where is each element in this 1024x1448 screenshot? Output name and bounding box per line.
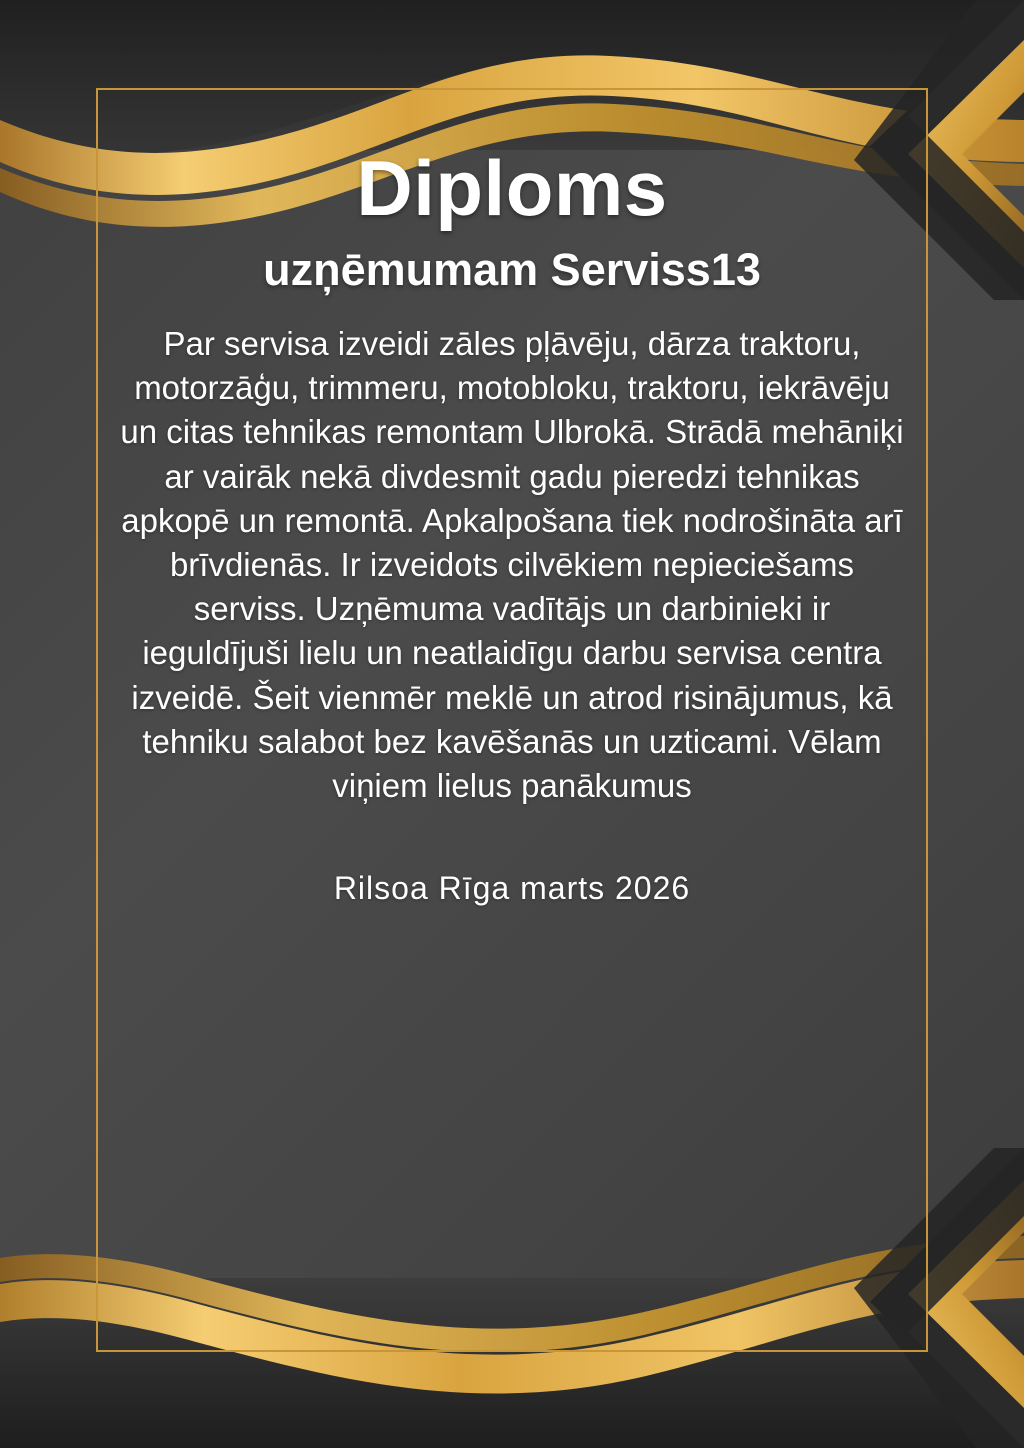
recipient-subtitle: uzņēmumam Serviss13 bbox=[263, 243, 761, 295]
bottom-ribbon-decoration bbox=[0, 1088, 1024, 1448]
signature-line: Rilsoa Rīga marts 2026 bbox=[333, 870, 691, 907]
certificate-content bbox=[110, 120, 914, 907]
page-title: Diploms bbox=[356, 144, 668, 232]
citation-body: Par servisa izveidi zāles pļāvēju, dārza traktoru, motorzāģu, trimmeru, motobloku, traktoru, iekrāvēju un citas tehnikas remontam Ulbrokā. Strādā mehāniķi ar vairāk nekā divdesmit gadu pieredzi tehnikas apkopē un remontā. Apkalpošana tiek nodrošināta arī brīvdienās. Ir izveidots cilvēkiem nepieciešams serviss. Uzņēmuma vadītājs un darbinieki ir ieguldījuši lielu un neatlaidīgu darbu servisa centra izveidē. Šeit vienmēr meklē un atrod risinājumus, kā tehniku salabot bez kavēšanās un uzticami. Vēlam viņiem lielus panākumus bbox=[120, 324, 904, 805]
